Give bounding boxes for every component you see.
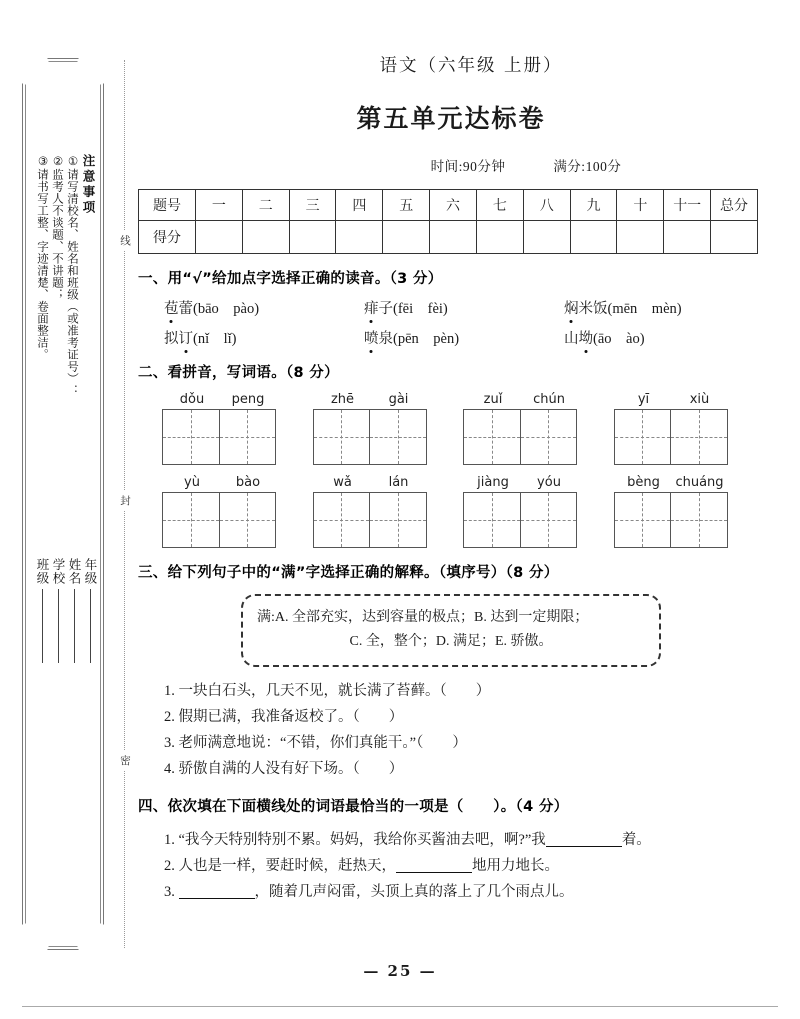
pron-rest: 米饭 — [578, 301, 608, 317]
exam-meta — [138, 155, 764, 175]
score-cell-total[interactable] — [711, 221, 758, 254]
pron-dotted-char: 痱 — [364, 297, 379, 318]
pinyin-grid-doupeng — [162, 392, 313, 465]
score-table-col-4: 四 — [336, 190, 383, 221]
tianzige-cell[interactable] — [615, 493, 671, 547]
score-table-header-row — [139, 190, 758, 221]
fill-sentence-after: ，随着几声闷雷，头顶上真的落上了几个雨点儿。 — [254, 884, 574, 900]
subject-line: 语文（六年级 上册） — [379, 56, 563, 76]
field-class-label: 班级 — [35, 558, 49, 585]
seal-char-seal: 封 — [119, 490, 132, 511]
notice-item-3: ③请书写工整、字迹清楚、卷面整洁。 — [36, 154, 50, 361]
score-table-col-6: 六 — [430, 190, 477, 221]
fill-sentence-item[interactable] — [164, 853, 764, 879]
pron-rest: 蕾 — [178, 301, 193, 317]
score-cell-3[interactable] — [289, 221, 336, 254]
tianzige-box[interactable] — [463, 409, 577, 465]
score-cell-5[interactable] — [383, 221, 430, 254]
field-class[interactable] — [34, 558, 50, 748]
pinyin-grid-jiangyou — [463, 475, 614, 548]
pinyin-grid-yubao — [162, 475, 313, 548]
pron-item-penquan[interactable] — [364, 327, 564, 348]
section-four — [138, 795, 764, 905]
pinyin-syllable: wǎ — [333, 475, 352, 490]
pron-rest: 泉 — [378, 331, 393, 347]
pinyin-syllable: yù — [184, 475, 200, 490]
tianzige-cell[interactable] — [369, 493, 425, 547]
score-cell-6[interactable] — [430, 221, 477, 254]
field-grade[interactable] — [82, 558, 98, 748]
score-cell-1[interactable] — [196, 221, 243, 254]
seal-dotted-line — [118, 60, 132, 948]
field-name[interactable] — [66, 558, 82, 748]
tianzige-cell[interactable] — [615, 410, 671, 464]
pron-options: (āo ào) — [593, 331, 645, 347]
section-three-heading: 三、给下列句子中的“满”字选择正确的解释。（填序号）（8 分） — [138, 565, 559, 581]
tianzige-cell[interactable] — [464, 410, 520, 464]
student-field-group-inner — [66, 558, 98, 748]
section-three — [138, 561, 764, 782]
score-table-marks-row — [139, 221, 758, 254]
pinyin-grid-row-2 — [138, 475, 764, 548]
field-school[interactable] — [50, 558, 66, 748]
pinyin-grid-zuichun — [463, 392, 614, 465]
pinyin-syllable: dǒu — [179, 392, 205, 407]
field-grade-label: 年级 — [83, 558, 97, 585]
notice-item-1: ①请写清校名、姓名和班级（或准考证号）： — [66, 154, 80, 397]
pinyin-syllable: zuǐ — [483, 392, 503, 407]
pronunciation-row-2 — [138, 327, 764, 348]
score-table-col-9: 九 — [570, 190, 617, 221]
section-two — [138, 361, 764, 548]
fill-sentence-before: 1. “我今天特别特别不累。妈妈，我给你买酱油去吧，啊?”我 — [164, 832, 546, 848]
section-one — [138, 267, 764, 348]
tianzige-cell[interactable] — [464, 493, 520, 547]
tianzige-cell[interactable] — [219, 493, 275, 547]
pinyin-label-group — [162, 475, 313, 490]
pinyin-syllable: lán — [388, 475, 409, 490]
pron-lead: 拟 — [164, 331, 179, 347]
field-school-label: 学校 — [51, 558, 65, 585]
tianzige-cell[interactable] — [163, 493, 219, 547]
exam-duration: 时间:90分钟 — [430, 159, 506, 174]
score-cell-11[interactable] — [664, 221, 711, 254]
tianzige-cell[interactable] — [520, 410, 576, 464]
score-table-col-10: 十 — [617, 190, 664, 221]
tianzige-cell[interactable] — [314, 410, 370, 464]
section-two-heading: 二、看拼音，写词语。（8 分） — [138, 365, 339, 381]
pron-item-menmifan[interactable] — [564, 297, 764, 318]
notice-title: 注意事项 — [81, 154, 96, 216]
student-field-group-outer — [34, 558, 66, 748]
page-title: 第五单元达标卷 — [356, 104, 546, 133]
bottom-rule — [22, 1006, 778, 1007]
pinyin-syllable: chún — [533, 392, 565, 407]
pinyin-syllable: xiù — [689, 392, 710, 407]
seal-char-line: 线 — [119, 230, 132, 251]
field-name-label: 姓名 — [67, 558, 81, 585]
pinyin-label-group — [463, 392, 614, 407]
score-cell-7[interactable] — [476, 221, 523, 254]
tianzige-cell[interactable] — [314, 493, 370, 547]
notice-block — [30, 154, 96, 484]
pinyin-syllable: bào — [235, 475, 261, 490]
score-table-col-7: 七 — [476, 190, 523, 221]
pinyin-grid-zhegai — [313, 392, 464, 465]
fill-blank[interactable] — [546, 846, 622, 847]
fill-blank[interactable] — [396, 872, 472, 873]
sentence-item[interactable]: 4. 骄傲自满的人没有好下场。（ ） — [164, 761, 404, 777]
field-school-rule — [58, 589, 59, 663]
pron-options: (nǐ lǐ) — [193, 331, 237, 347]
tianzige-box[interactable] — [162, 492, 276, 548]
tianzige-cell[interactable] — [520, 493, 576, 547]
score-table-col-11: 十一 — [664, 190, 711, 221]
exam-content — [138, 52, 764, 905]
tianzige-cell[interactable] — [219, 410, 275, 464]
seal-char-secret: 密 — [119, 750, 132, 771]
score-table-col-3: 三 — [289, 190, 336, 221]
pron-options: (bāo pào) — [193, 301, 260, 317]
score-table-col-2: 二 — [242, 190, 289, 221]
score-table-col-5: 五 — [383, 190, 430, 221]
pinyin-syllable: yóu — [537, 475, 561, 490]
score-table-row-label-marks: 得分 — [139, 221, 196, 254]
tianzige-box[interactable] — [162, 409, 276, 465]
pronunciation-row-1 — [138, 297, 764, 318]
pron-dotted-char: 坳 — [579, 327, 594, 348]
fill-sentence-before: 3. — [164, 884, 179, 900]
definition-line-2: C. 全，整个；D. 满足；E. 骄傲。 — [349, 634, 553, 649]
fill-sentence-after: 地用力地长。 — [472, 858, 559, 874]
tianzige-cell[interactable] — [670, 410, 726, 464]
pinyin-grid-row-1 — [138, 392, 764, 465]
fill-blank[interactable] — [179, 898, 255, 899]
fill-sentence-after: 着。 — [621, 832, 651, 848]
notice-item-2: ②监考人不谈题、不讲题； — [51, 154, 65, 301]
pinyin-label-group — [614, 475, 765, 490]
pinyin-label-group — [463, 475, 614, 490]
tianzige-box[interactable] — [313, 409, 427, 465]
tianzige-box[interactable] — [313, 492, 427, 548]
section-one-heading: 一、用“√”给加点字选择正确的读音。（3 分） — [138, 271, 443, 287]
pron-rest: 子 — [378, 301, 393, 317]
exam-total-marks: 满分:100分 — [553, 159, 622, 174]
pinyin-grid-bengchuang — [614, 475, 765, 548]
tianzige-box[interactable] — [614, 492, 728, 548]
tianzige-box[interactable] — [463, 492, 577, 548]
pinyin-syllable: chuáng — [675, 475, 724, 490]
pinyin-grid-yixiu — [614, 392, 765, 465]
pron-item-baolei[interactable] — [164, 297, 364, 318]
fill-sentence-item[interactable] — [164, 827, 764, 853]
score-table-row-label-questions: 题号 — [139, 190, 196, 221]
section-four-sentences — [138, 827, 764, 905]
pinyin-syllable: yī — [637, 392, 650, 407]
pron-options: (pēn pèn) — [393, 331, 460, 347]
score-cell-10[interactable] — [617, 221, 664, 254]
pinyin-label-group — [614, 392, 765, 407]
tianzige-cell[interactable] — [670, 493, 726, 547]
score-table-col-8: 八 — [523, 190, 570, 221]
pinyin-syllable: gài — [388, 392, 409, 407]
pinyin-syllable: peng — [231, 392, 265, 407]
page-number: — 25 — — [363, 962, 437, 980]
score-cell-4[interactable] — [336, 221, 383, 254]
field-grade-rule — [90, 589, 91, 663]
pron-dotted-char: 焖 — [564, 297, 579, 318]
tianzige-box[interactable] — [614, 409, 728, 465]
pron-options: (fēi fèi) — [393, 301, 448, 317]
pron-options: (mēn mèn) — [607, 301, 682, 317]
pinyin-label-group — [162, 392, 313, 407]
definition-box — [241, 594, 661, 667]
pinyin-syllable: zhē — [330, 392, 355, 407]
score-table-col-1: 一 — [196, 190, 243, 221]
field-name-rule — [74, 589, 75, 663]
pinyin-label-group — [313, 475, 464, 490]
score-cell-9[interactable] — [570, 221, 617, 254]
section-four-heading: 四、依次填在下面横线处的词语最恰当的一项是（ ）。（4 分） — [138, 799, 569, 815]
pinyin-syllable: bèng — [627, 475, 660, 490]
pinyin-grid-walan — [313, 475, 464, 548]
field-class-rule — [42, 589, 43, 663]
fill-sentence-item[interactable] — [164, 879, 764, 905]
pinyin-syllable: jiàng — [477, 475, 509, 490]
score-table — [138, 189, 758, 254]
pinyin-label-group — [313, 392, 464, 407]
seal-instruction-panel — [22, 58, 104, 950]
fill-sentence-before: 2. 人也是一样，要赶时候，赶热天， — [164, 858, 396, 874]
score-cell-2[interactable] — [242, 221, 289, 254]
sentence-item[interactable]: 1. 一块白石头，几天不见，就长满了苔藓。（ ） — [164, 683, 491, 699]
sentence-item[interactable]: 3. 老师满意地说：“不错，你们真能干。”（ ） — [164, 735, 467, 751]
pron-dotted-char: 订 — [179, 327, 194, 348]
tianzige-cell[interactable] — [369, 410, 425, 464]
pron-dotted-char: 苞 — [164, 297, 179, 318]
score-cell-8[interactable] — [523, 221, 570, 254]
pron-item-feizi[interactable] — [364, 297, 564, 318]
pron-lead: 山 — [564, 331, 579, 347]
section-three-sentences — [138, 678, 764, 782]
score-table-col-total: 总分 — [711, 190, 758, 221]
definition-line-1: 满:A. 全部充实，达到容量的极点；B. 达到一定期限； — [257, 610, 589, 625]
pron-item-niding[interactable] — [164, 327, 364, 348]
pron-item-shanao[interactable] — [564, 327, 764, 348]
tianzige-cell[interactable] — [163, 410, 219, 464]
pron-dotted-char: 喷 — [364, 327, 379, 348]
sentence-item[interactable]: 2. 假期已满，我准备返校了。（ ） — [164, 709, 404, 725]
